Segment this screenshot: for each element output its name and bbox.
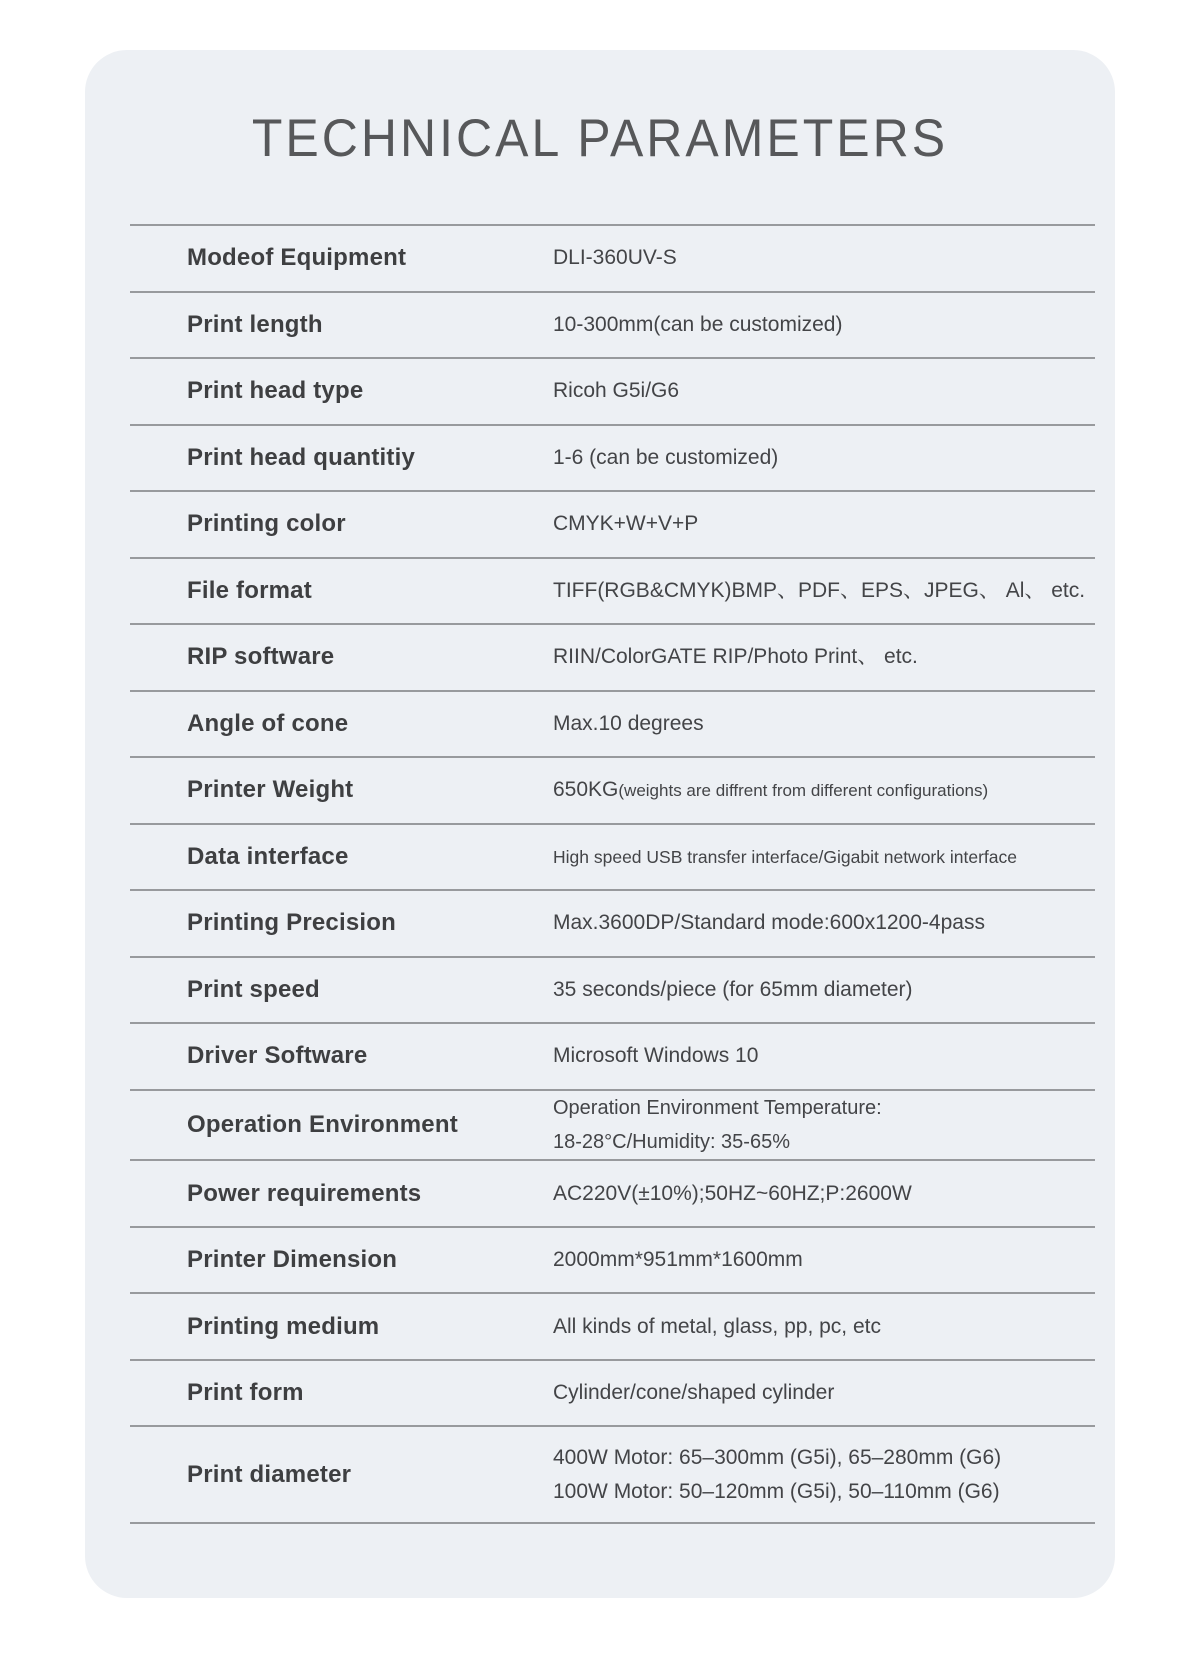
table-row <box>130 557 1095 624</box>
parameter-value <box>553 906 1095 940</box>
parameter-value-text: CMYK+W+V+P <box>553 512 699 536</box>
parameter-value <box>553 1441 1095 1508</box>
parameter-label: Print head type <box>187 377 364 405</box>
parameter-value-text: High speed USB transfer interface/Gigabit network interface <box>553 846 1017 867</box>
parameter-value-text: All kinds of metal, glass, pp, pc, etc <box>553 1314 881 1338</box>
parameter-value-text: Microsoft Windows 10 <box>553 1044 759 1068</box>
parameter-value <box>553 1310 1095 1344</box>
parameter-label: Printing Precision <box>187 909 396 937</box>
parameter-value <box>553 441 1095 475</box>
table-row <box>130 956 1095 1023</box>
parameter-value <box>553 574 1095 608</box>
parameter-label: Printer Weight <box>187 776 354 804</box>
parameter-label: Angle of cone <box>187 709 349 737</box>
parameter-label: Print form <box>187 1379 304 1407</box>
parameter-value-text: Cylinder/cone/shaped cylinder <box>553 1381 835 1405</box>
parameter-value <box>553 843 1095 871</box>
parameter-label: Printing medium <box>187 1312 380 1340</box>
parameter-value-text: TIFF(RGB&CMYK)BMP、PDF、EPS、JPEG、 Al、 etc. <box>553 578 1086 602</box>
parameter-value <box>553 507 1095 541</box>
table-row <box>130 889 1095 956</box>
parameter-value-text: Max.3600DP/Standard mode:600x1200-4pass <box>553 911 985 935</box>
parameter-value <box>553 773 1095 807</box>
parameter-label: Printing color <box>187 510 346 538</box>
parameter-value-note: (weights are diffrent from different configurations) <box>618 781 989 801</box>
parameter-value-text: 400W Motor: 65–300mm (G5i), 65–280mm (G6) <box>553 1446 1002 1470</box>
parameter-value-text: 1-6 (can be customized) <box>553 445 779 469</box>
parameter-value <box>553 1091 1095 1160</box>
parameter-label: Power requirements <box>187 1179 422 1207</box>
parameter-value <box>553 640 1095 674</box>
parameter-value <box>553 1243 1095 1277</box>
parameter-label: Print head quantitiy <box>187 443 416 471</box>
parameter-value-text: Max.10 degrees <box>553 711 704 735</box>
parameter-value-text: 650KG <box>553 778 619 802</box>
table-row <box>130 756 1095 823</box>
table-row <box>130 1425 1095 1524</box>
table-row <box>130 623 1095 690</box>
parameter-value-line2: 18-28°C/Humidity: 35-65% <box>553 1130 790 1153</box>
parameter-label: Operation Environment <box>187 1110 458 1138</box>
parameter-label: RIP software <box>187 643 335 671</box>
parameter-label: Modeof Equipment <box>187 244 407 272</box>
table-row <box>130 690 1095 757</box>
parameter-label: Print diameter <box>187 1460 352 1488</box>
parameter-value <box>553 1039 1095 1073</box>
table-row <box>130 424 1095 491</box>
parameter-label: Print speed <box>187 975 320 1003</box>
parameter-value-text: RIIN/ColorGATE RIP/Photo Print、 etc. <box>553 645 918 669</box>
table-row <box>130 1292 1095 1359</box>
parameter-value <box>553 1376 1095 1410</box>
parameter-value <box>553 308 1095 342</box>
table-row <box>130 224 1095 291</box>
table-row <box>130 1022 1095 1089</box>
parameter-label: Print length <box>187 310 323 338</box>
parameter-label: Data interface <box>187 842 349 870</box>
page-title: TECHNICAL PARAMETERS <box>251 108 949 168</box>
table-row <box>130 823 1095 890</box>
parameter-value-text: 10-300mm(can be customized) <box>553 312 843 336</box>
table-row <box>130 1159 1095 1226</box>
table-row <box>130 1226 1095 1293</box>
table-row <box>130 1359 1095 1426</box>
parameter-value <box>553 973 1095 1007</box>
parameter-value-text: Ricoh G5i/G6 <box>553 379 680 403</box>
parameter-label: Driver Software <box>187 1042 368 1070</box>
parameter-value-text: DLI-360UV-S <box>553 246 677 270</box>
parameter-value-text: 35 seconds/piece (for 65mm diameter) <box>553 977 913 1001</box>
parameter-value-text: Operation Environment Temperature: <box>553 1096 882 1119</box>
technical-parameters-card <box>85 50 1115 1598</box>
table-row <box>130 291 1095 358</box>
parameter-value <box>553 1177 1095 1211</box>
parameter-value <box>553 374 1095 408</box>
parameter-value-line2: 100W Motor: 50–120mm (G5i), 50–110mm (G6) <box>553 1479 1000 1503</box>
parameter-label: Printer Dimension <box>187 1246 398 1274</box>
parameters-table <box>130 224 1095 1524</box>
parameter-value <box>553 707 1095 741</box>
parameter-value <box>553 241 1095 275</box>
table-row <box>130 1089 1095 1160</box>
table-row <box>130 357 1095 424</box>
table-row <box>130 490 1095 557</box>
parameter-label: File format <box>187 576 312 604</box>
parameter-value-text: AC220V(±10%);50HZ~60HZ;P:2600W <box>553 1181 912 1205</box>
parameter-value-text: 2000mm*951mm*1600mm <box>553 1248 803 1272</box>
